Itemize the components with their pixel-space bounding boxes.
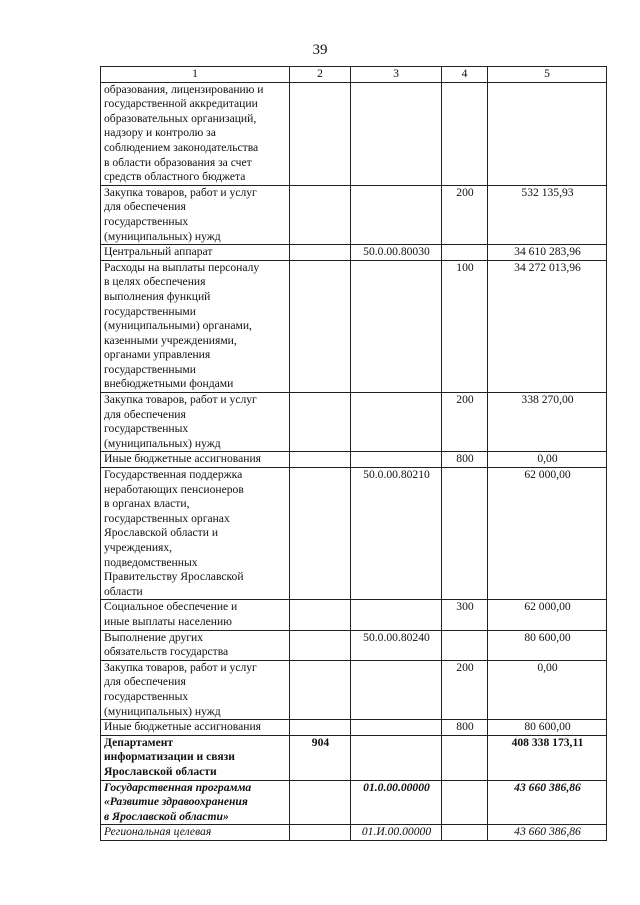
cell-col-1 xyxy=(101,630,290,660)
cell-text: 62 000,00 xyxy=(524,600,571,614)
cell-text: 34 272 013,96 xyxy=(514,260,581,274)
cell-col-3 xyxy=(351,720,442,736)
cell-text: 80 600,00 xyxy=(524,720,571,734)
cell-col-4 xyxy=(442,468,488,600)
table-row xyxy=(101,452,607,468)
cell-col-4 xyxy=(442,630,488,660)
cell-text: 50.0.00.80240 xyxy=(363,630,430,644)
cell-col-2 xyxy=(290,825,351,841)
table-body xyxy=(101,82,607,840)
cell-col-4 xyxy=(442,245,488,261)
cell-col-1 xyxy=(101,600,290,630)
cell-col-4 xyxy=(442,735,488,780)
table-row xyxy=(101,735,607,780)
cell-text: 904 xyxy=(311,735,330,749)
cell-col-2 xyxy=(290,452,351,468)
cell-col-5 xyxy=(488,600,607,630)
cell-col-2 xyxy=(290,780,351,825)
cell-col-4 xyxy=(442,185,488,244)
header-col-2: 2 xyxy=(290,67,351,83)
cell-text: Расходы на выплаты персоналу в целях обеспечения выполнения функций государственными (муниципальными) органами, казенными учреждениями, органами управления государственными внебюджетными фондами xyxy=(104,260,260,391)
cell-col-3 xyxy=(351,660,442,719)
cell-col-4 xyxy=(442,82,488,185)
table-row xyxy=(101,780,607,825)
table-row xyxy=(101,393,607,452)
table-row xyxy=(101,720,607,736)
table-row xyxy=(101,630,607,660)
table-row xyxy=(101,82,607,185)
cell-col-1 xyxy=(101,720,290,736)
cell-text: 338 270,00 xyxy=(521,393,574,407)
cell-col-5 xyxy=(488,260,607,392)
cell-col-4 xyxy=(442,393,488,452)
cell-col-3 xyxy=(351,82,442,185)
cell-col-3 xyxy=(351,452,442,468)
cell-text: Социальное обеспечение и иные выплаты населению xyxy=(104,600,238,628)
header-col-1: 1 xyxy=(101,67,290,83)
cell-col-5 xyxy=(488,82,607,185)
cell-text: Закупка товаров, работ и услуг для обеспечения государственных (муниципальных) нужд xyxy=(104,185,257,243)
cell-text: 62 000,00 xyxy=(524,468,571,482)
cell-col-1 xyxy=(101,185,290,244)
cell-col-4 xyxy=(442,720,488,736)
cell-text: Государственная программа «Развитие здравоохранения в Ярославской области» xyxy=(104,780,252,823)
cell-text: 34 610 283,96 xyxy=(514,245,581,259)
cell-text: 80 600,00 xyxy=(524,630,571,644)
cell-col-3 xyxy=(351,630,442,660)
cell-col-4 xyxy=(442,600,488,630)
cell-col-1 xyxy=(101,393,290,452)
cell-col-1 xyxy=(101,260,290,392)
cell-text: 01.И.00.00000 xyxy=(361,825,432,839)
cell-text: Департамент информатизации и связи Ярославской области xyxy=(104,735,235,778)
cell-col-3 xyxy=(351,468,442,600)
cell-text: 01.0.00.00000 xyxy=(363,780,430,794)
cell-col-5 xyxy=(488,185,607,244)
table-row xyxy=(101,260,607,392)
table-row xyxy=(101,825,607,841)
cell-col-5 xyxy=(488,735,607,780)
cell-col-1 xyxy=(101,245,290,261)
cell-col-2 xyxy=(290,630,351,660)
cell-col-5 xyxy=(488,825,607,841)
cell-col-2 xyxy=(290,245,351,261)
cell-text: 532 135,93 xyxy=(521,185,574,199)
cell-col-3 xyxy=(351,825,442,841)
cell-text: Закупка товаров, работ и услуг для обеспечения государственных (муниципальных) нужд xyxy=(104,660,257,718)
cell-col-5 xyxy=(488,393,607,452)
cell-col-2 xyxy=(290,468,351,600)
cell-col-1 xyxy=(101,660,290,719)
cell-text: 50.0.00.80210 xyxy=(363,468,430,482)
cell-text: 50.0.00.80030 xyxy=(363,245,430,259)
cell-col-3 xyxy=(351,600,442,630)
page-number: 39 xyxy=(312,42,328,58)
cell-text: Выполнение других обязательств государства xyxy=(104,630,229,659)
cell-text: Иные бюджетные ассигнования xyxy=(104,720,261,734)
cell-text: 200 xyxy=(456,660,474,674)
cell-col-2 xyxy=(290,82,351,185)
cell-col-2 xyxy=(290,600,351,630)
cell-text: образования, лицензированию и государственной аккредитации образовательных организаций, надзору и контролю за соблюдением законодательства в области образования за счет средств областного бюджета xyxy=(104,82,264,184)
cell-col-1 xyxy=(101,735,290,780)
cell-col-2 xyxy=(290,735,351,780)
cell-col-1 xyxy=(101,780,290,825)
cell-text: 200 xyxy=(456,393,474,407)
cell-text: 43 660 386,86 xyxy=(514,825,581,839)
cell-col-4 xyxy=(442,260,488,392)
table-row xyxy=(101,185,607,244)
table-row xyxy=(101,660,607,719)
table-row xyxy=(101,245,607,261)
cell-col-5 xyxy=(488,245,607,261)
cell-col-1 xyxy=(101,452,290,468)
cell-col-4 xyxy=(442,825,488,841)
header-col-4: 4 xyxy=(442,67,488,83)
budget-table xyxy=(100,66,607,841)
cell-col-1 xyxy=(101,825,290,841)
cell-text: 300 xyxy=(456,600,474,614)
cell-col-3 xyxy=(351,185,442,244)
cell-col-3 xyxy=(351,393,442,452)
cell-text: 0,00 xyxy=(537,660,558,674)
header-col-5: 5 xyxy=(488,67,607,83)
cell-text: 0,00 xyxy=(537,452,558,466)
header-row xyxy=(101,67,607,83)
cell-text: Закупка товаров, работ и услуг для обеспечения государственных (муниципальных) нужд xyxy=(104,393,257,450)
cell-text: 800 xyxy=(456,720,474,734)
cell-col-5 xyxy=(488,720,607,736)
cell-col-3 xyxy=(351,735,442,780)
cell-text: 800 xyxy=(456,452,474,466)
cell-col-5 xyxy=(488,660,607,719)
cell-col-4 xyxy=(442,452,488,468)
cell-col-3 xyxy=(351,245,442,261)
cell-col-2 xyxy=(290,660,351,719)
cell-col-3 xyxy=(351,260,442,392)
cell-text: Государственная поддержка неработающих пенсионеров в органах власти, государственных органах Ярославской области и учреждениях, подведомственных Правительству Ярославской области xyxy=(104,468,244,598)
cell-col-4 xyxy=(442,660,488,719)
cell-col-1 xyxy=(101,468,290,600)
cell-col-4 xyxy=(442,780,488,825)
cell-text: Региональная целевая xyxy=(104,825,212,839)
cell-text: 408 338 173,11 xyxy=(511,735,584,749)
cell-col-2 xyxy=(290,185,351,244)
cell-col-3 xyxy=(351,780,442,825)
table-row xyxy=(101,600,607,630)
cell-col-2 xyxy=(290,260,351,392)
cell-col-5 xyxy=(488,780,607,825)
table-row xyxy=(101,468,607,600)
cell-col-1 xyxy=(101,82,290,185)
cell-text: Центральный аппарат xyxy=(104,245,213,259)
cell-text: 200 xyxy=(456,185,474,199)
cell-text: 100 xyxy=(456,260,474,274)
cell-col-2 xyxy=(290,393,351,452)
header-col-3: 3 xyxy=(351,67,442,83)
cell-col-2 xyxy=(290,720,351,736)
cell-col-5 xyxy=(488,452,607,468)
cell-text: Иные бюджетные ассигнования xyxy=(104,452,261,466)
cell-col-5 xyxy=(488,468,607,600)
cell-col-5 xyxy=(488,630,607,660)
cell-text: 43 660 386,86 xyxy=(514,780,581,794)
